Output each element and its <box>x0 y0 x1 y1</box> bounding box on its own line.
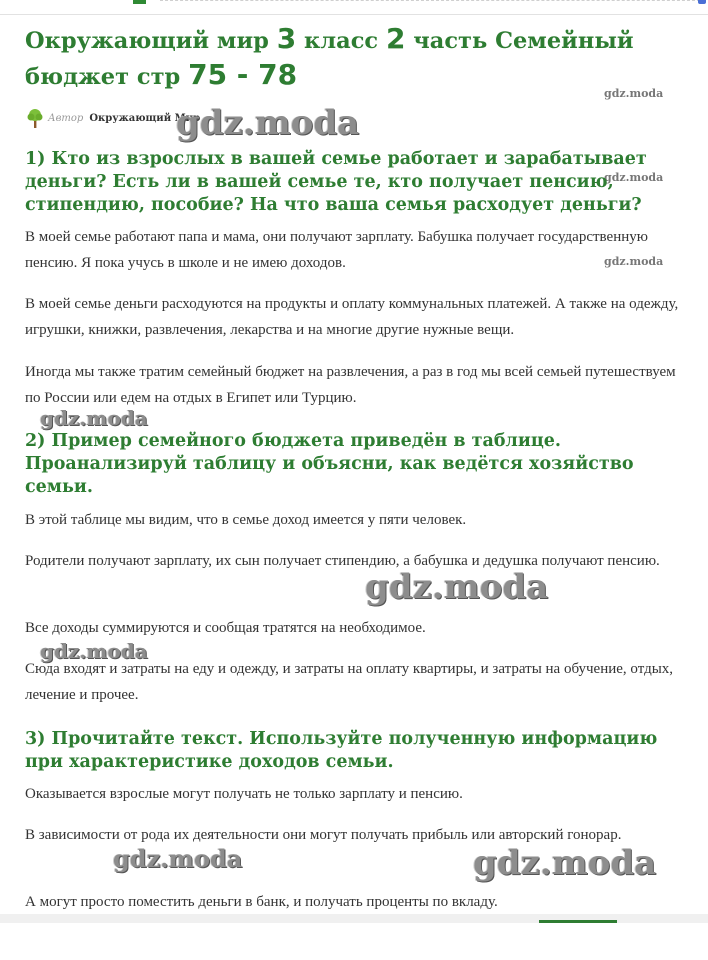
author-name[interactable]: Окружающий Мир <box>89 112 201 124</box>
author-label: Автор <box>48 112 84 124</box>
footer-accent <box>539 920 617 923</box>
watermark-logo: gdz.moda <box>40 406 148 430</box>
watermark-logo: gdz.moda <box>604 171 664 184</box>
answer-paragraph: Оказывается взрослые могут получать не только зарплату и пенсию. <box>25 786 463 802</box>
question-heading: 3) Прочитайте текст. Используйте полученную информацию при характеристике доходов семьи. <box>25 729 658 772</box>
answer-paragraph: Сюда входят и затраты на еду и одежду, и затраты на оплату квартиры, и затраты на обучение, отдых, лечение и прочее. <box>25 661 674 703</box>
watermark-logo: gdz.moda <box>40 639 148 663</box>
answer-paragraph: А могут просто поместить деньги в банк, и получать проценты по вкладу. <box>25 894 498 910</box>
nav-divider <box>160 0 700 4</box>
title-grade: 3 <box>276 22 297 55</box>
watermark-logo: gdz.moda <box>604 255 664 268</box>
question-heading: 2) Пример семейного бюджета приведён в таблице. Проанализируй таблицу и объясни, как ведётся хозяйство семьи. <box>25 431 634 497</box>
title-pages: 75 - 78 <box>188 58 298 91</box>
top-navigation-strip <box>0 0 708 15</box>
question-heading: 1) Кто из взрослых в вашей семье работает и зарабатывает деньги? Есть ли в вашей семье те, кто получает пенсию, стипендию, пособие? На что ваша семья расходует деньги? <box>25 149 647 215</box>
title-text: Окружающий мир <box>25 28 277 54</box>
title-text: часть Семейный бюджет стр <box>25 28 634 90</box>
answer-paragraph: В моей семье работают папа и мама, они получают зарплату. Бабушка получает государственную пенсию. Я пока учусь в школе и не имею доходов. <box>25 229 648 271</box>
author-line <box>25 108 200 128</box>
answer-paragraph: В зависимости от рода их деятельности они могут получать прибыль или авторский гонорар. <box>25 827 622 843</box>
tree-icon <box>25 108 45 128</box>
watermark-logo: gdz.moda <box>473 843 657 883</box>
answer-paragraph: Все доходы суммируются и сообщая тратятся на необходимое. <box>25 620 426 636</box>
watermark-logo: gdz.moda <box>176 103 360 143</box>
answer-paragraph: В моей семье деньги расходуются на продукты и оплату коммунальных платежей. А также на одежду, игрушки, книжки, развлечения, лекарства и на многие другие нужные вещи. <box>25 296 679 338</box>
title-text: класс <box>296 28 386 54</box>
nav-corner-icon[interactable] <box>698 0 706 4</box>
nav-icon[interactable] <box>133 0 146 4</box>
title-part-number: 2 <box>385 22 406 55</box>
page-title <box>25 22 690 94</box>
watermark-logo: gdz.moda <box>113 844 243 873</box>
watermark-logo: gdz.moda <box>365 567 549 607</box>
watermark-logo: gdz.moda <box>604 87 664 100</box>
answer-paragraph: В этой таблице мы видим, что в семье доход имеется у пяти человек. <box>25 512 467 528</box>
answer-paragraph: Иногда мы также тратим семейный бюджет на развлечения, а раз в год мы всей семьей путешествуем по России или едем на отдых в Египет или Турцию. <box>25 364 676 406</box>
answer-paragraph: Родители получают зарплату, их сын получает стипендию, а бабушка и дедушка получают пенсию. <box>25 553 660 569</box>
